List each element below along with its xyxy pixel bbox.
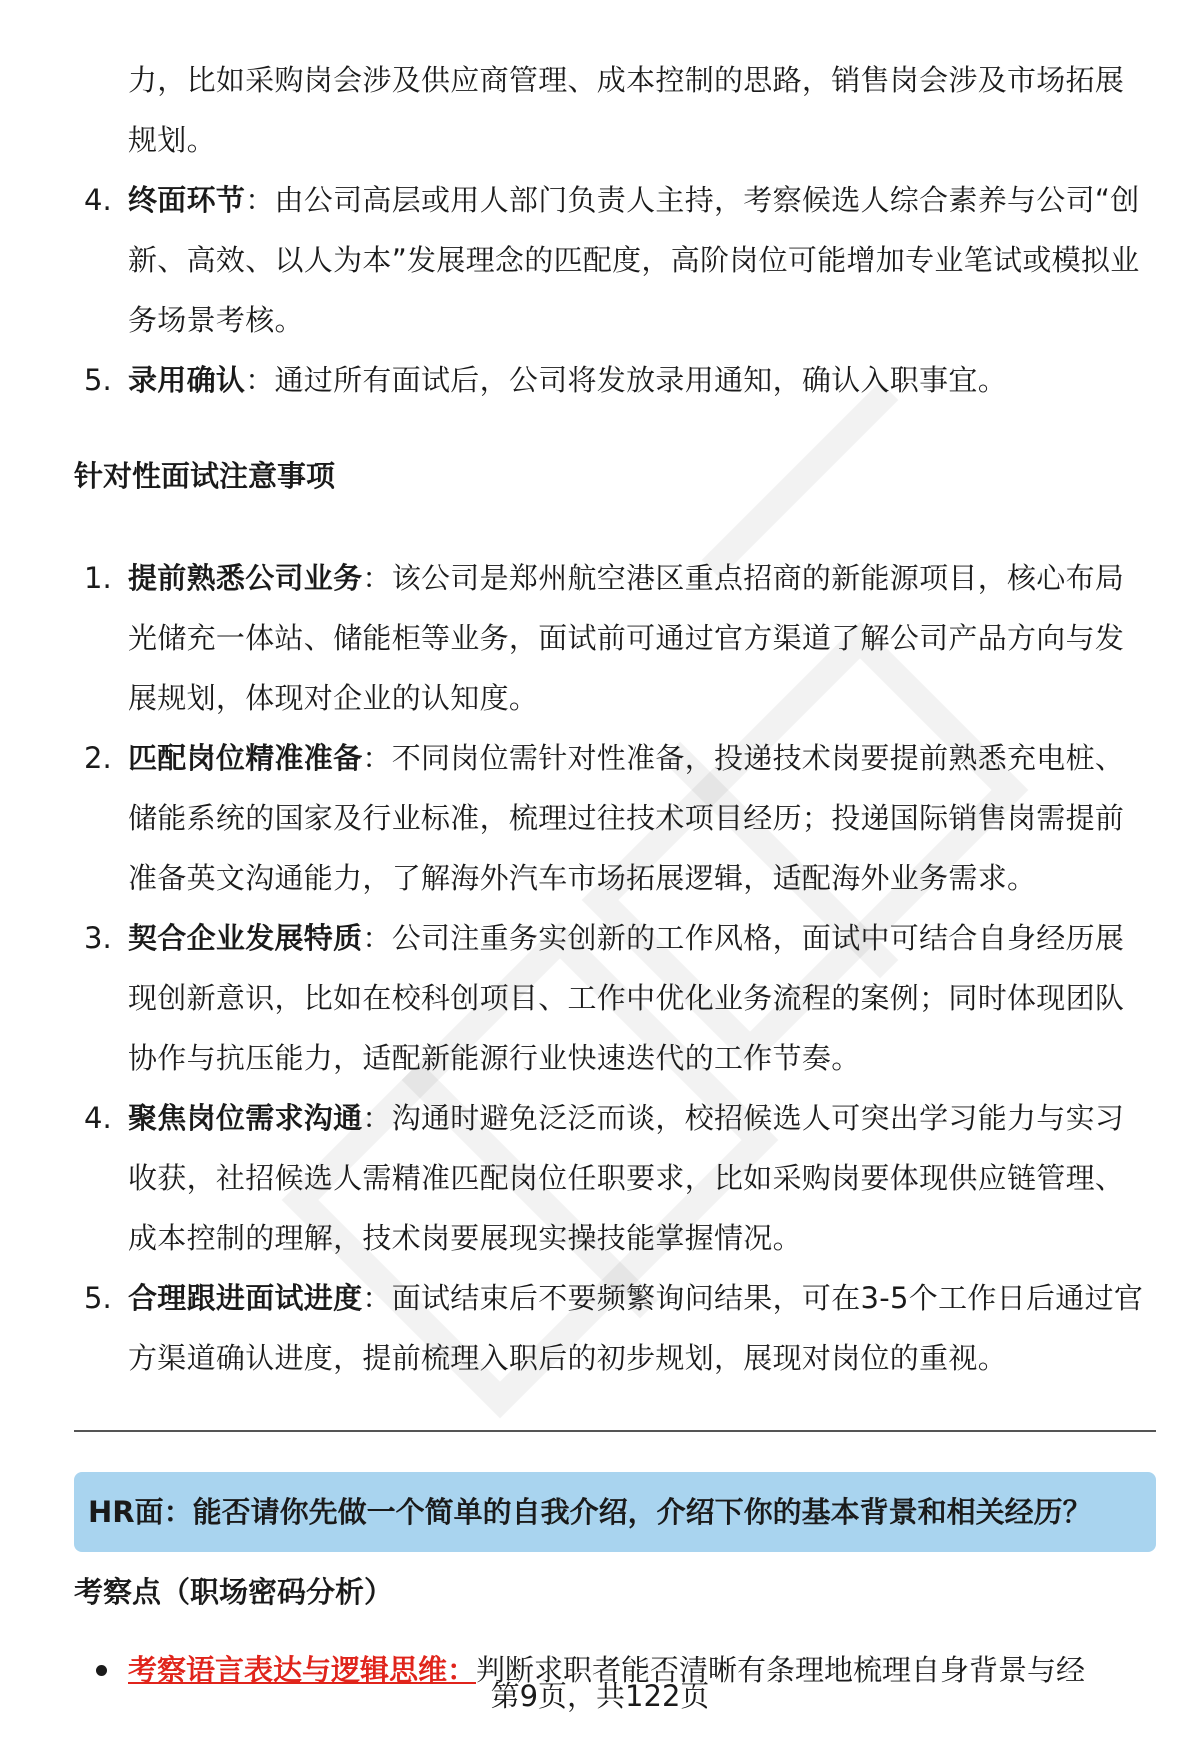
list-item-body xyxy=(128,728,1148,908)
section-heading: 针对性面试注意事项 xyxy=(74,459,336,493)
page-footer: 第9页，共122页 xyxy=(490,1679,710,1713)
list-item-label: 提前熟悉公司业务 xyxy=(128,561,363,595)
list-item-label: 合理跟进面试进度 xyxy=(128,1281,363,1315)
list-item-body xyxy=(128,908,1148,1088)
list-item-body xyxy=(128,170,1148,350)
list-number: 2. xyxy=(84,741,112,775)
list-number: 1. xyxy=(84,561,112,595)
list-item-body xyxy=(128,548,1148,728)
list-item-text: ：面试结束后不要频繁询问结果，可在3-5个工作日后通过官方渠道确认进度，提前梳理入职后的初步规划，展现对岗位的重视。 xyxy=(128,1281,1144,1375)
list-item-body xyxy=(128,1088,1148,1268)
list-item-label: 终面环节 xyxy=(128,183,246,217)
list-number: 4. xyxy=(84,183,112,217)
hr-question-text: HR面：能否请你先做一个简单的自我介绍，介绍下你的基本背景和相关经历？ xyxy=(88,1495,1092,1529)
list-item-body xyxy=(128,1268,1148,1388)
section-divider xyxy=(74,1430,1156,1432)
list-item-text: ：公司注重务实创新的工作风格，面试中可结合自身经历展现创新意识，比如在校科创项目、工作中优化业务流程的案例；同时体现团队协作与抗压能力，适配新能源行业快速迭代的工作节奏。 xyxy=(128,921,1125,1075)
bullet-label: 考察语言表达与逻辑思维： xyxy=(128,1653,477,1687)
list-item-text: ：沟通时避免泛泛而谈，校招候选人可突出学习能力与实习收获，社招候选人需精准匹配岗位任职要求，比如采购岗要体现供应链管理、成本控制的理解，技术岗要展现实操技能掌握情况。 xyxy=(128,1101,1125,1255)
hr-question-box xyxy=(74,1472,1156,1552)
bullet-dot-icon xyxy=(96,1665,107,1676)
list-item-label: 匹配岗位精准准备 xyxy=(128,741,363,775)
list-number: 4. xyxy=(84,1101,112,1135)
list-number: 5. xyxy=(84,1281,112,1315)
continued-text-line: 规划。 xyxy=(128,123,216,157)
list-item-body xyxy=(128,350,1148,410)
bullet-text: 判断求职者能否清晰有条理地梳理自身背景与经 xyxy=(476,1653,1086,1687)
list-item-text: ：不同岗位需针对性准备，投递技术岗要提前熟悉充电桩、储能系统的国家及行业标准，梳理过往技术项目经历；投递国际销售岗需提前准备英文沟通能力，了解海外汽车市场拓展逻辑，适配海外业务需求。 xyxy=(128,741,1125,895)
list-item-label: 契合企业发展特质 xyxy=(128,921,363,955)
list-number: 5. xyxy=(84,363,112,397)
analysis-heading: 考察点（职场密码分析） xyxy=(74,1575,394,1609)
list-item-label: 录用确认 xyxy=(128,363,246,397)
list-item-text: ：该公司是郑州航空港区重点招商的新能源项目，核心布局光储充一体站、储能柜等业务，面试前可通过官方渠道了解公司产品方向与发展规划，体现对企业的认知度。 xyxy=(128,561,1125,715)
list-number: 3. xyxy=(84,921,112,955)
list-item-text: ：由公司高层或用人部门负责人主持，考察候选人综合素养与公司“创新、高效、以人为本”发展理念的匹配度，高阶岗位可能增加专业笔试或模拟业务场景考核。 xyxy=(128,183,1140,337)
list-item-label: 聚焦岗位需求沟通 xyxy=(128,1101,363,1135)
continued-text-line: 力，比如采购岗会涉及供应商管理、成本控制的思路，销售岗会涉及市场拓展 xyxy=(128,63,1125,97)
list-item-text: ：通过所有面试后，公司将发放录用通知，确认入职事宜。 xyxy=(245,363,1008,397)
